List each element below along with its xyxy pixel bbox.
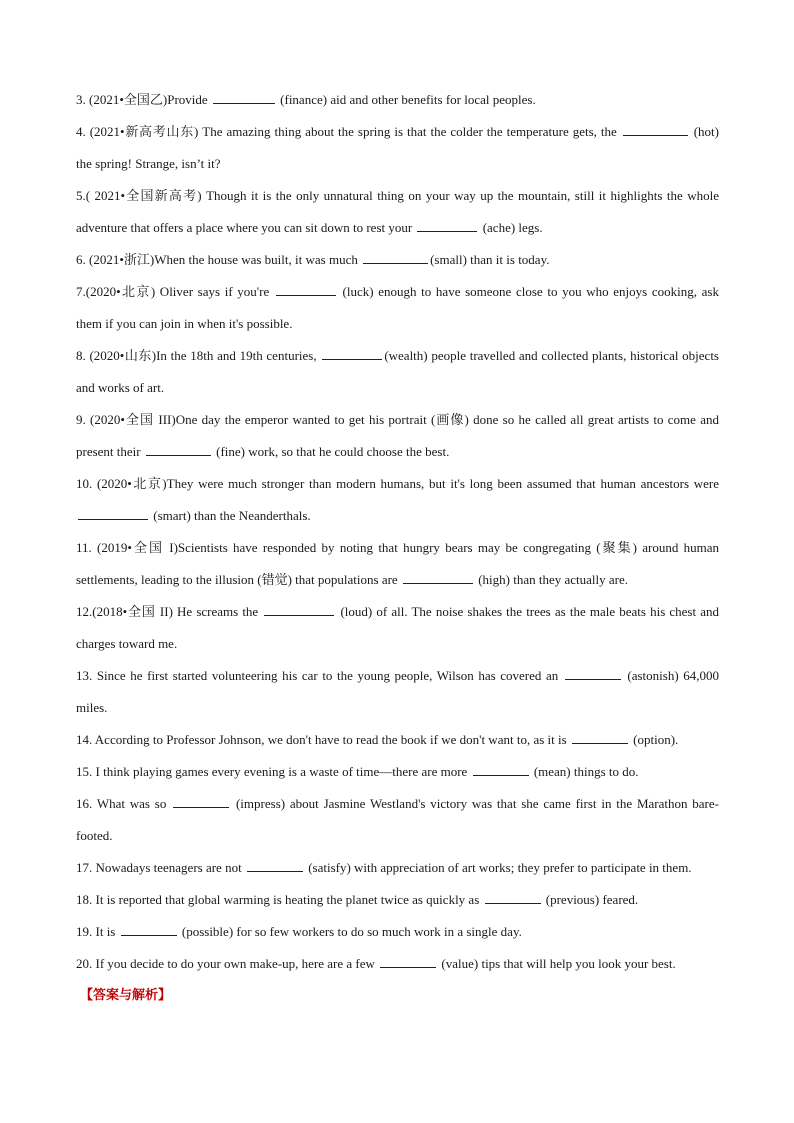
answer-blank[interactable] <box>572 731 628 744</box>
question-text: (previous) feared. <box>542 892 639 907</box>
exercise-page <box>76 84 719 1012</box>
answer-blank[interactable] <box>78 507 148 520</box>
question-text: 19. It is <box>76 924 119 939</box>
question-text: 15. I think playing games every evening is a waste of time—there are more <box>76 764 471 779</box>
answer-blank[interactable] <box>247 859 303 872</box>
answer-blank[interactable] <box>403 571 473 584</box>
question-3 <box>76 84 719 116</box>
answer-blank[interactable] <box>213 91 275 104</box>
answer-blank[interactable] <box>473 763 529 776</box>
answer-blank[interactable] <box>623 123 688 136</box>
answer-blank[interactable] <box>485 891 541 904</box>
question-text: 4. (2021•新高考山东) The amazing thing about the spring is that the colder the temperature gets, the <box>76 124 621 139</box>
answer-blank[interactable] <box>322 347 382 360</box>
question-text: 5.( 2021•全国新高考) Though it is the only unnatural thing on your way up the mountain, still it highlights the whole adventure that offers a place where you can sit down to rest your <box>76 188 719 235</box>
question-text: (loud) of all. The noise shakes the trees as the male beats his chest and charges toward me. <box>76 604 719 651</box>
question-17 <box>76 852 719 884</box>
question-text: 12.(2018•全国 II) He screams the <box>76 604 263 619</box>
answer-blank[interactable] <box>276 283 336 296</box>
question-text: 7.(2020•北京) Oliver says if you're <box>76 284 274 299</box>
question-15 <box>76 756 719 788</box>
question-text: 14. According to Professor Johnson, we don't have to read the book if we don't want to, as it is <box>76 732 570 747</box>
answer-blank[interactable] <box>417 219 477 232</box>
question-text: (smart) than the Neanderthals. <box>150 508 311 523</box>
question-14 <box>76 724 719 756</box>
answer-blank[interactable] <box>264 603 334 616</box>
answer-blank[interactable] <box>146 443 211 456</box>
question-text: (high) than they actually are. <box>474 572 628 587</box>
question-text: 3. (2021•全国乙)Provide <box>76 92 211 107</box>
question-5 <box>76 180 719 244</box>
question-text: 11. (2019•全国 I)Scientists have responded by noting that hungry bears may be congregating (聚集) around human settlements, leading to the illusion (错觉) that populations are <box>76 540 719 587</box>
answer-heading: 【答案与解析】 <box>80 988 172 1003</box>
question-text: (hot) the spring! Strange, isn’t it? <box>76 124 719 171</box>
question-text: (ache) legs. <box>479 220 543 235</box>
question-text: (value) tips that will help you look your best. <box>438 956 676 971</box>
question-4 <box>76 116 719 180</box>
question-text: (small) than it is today. <box>430 252 550 267</box>
question-text: 8. (2020•山东)In the 18th and 19th centuries, <box>76 348 321 363</box>
question-text: (finance) aid and other benefits for local peoples. <box>276 92 536 107</box>
question-text: (satisfy) with appreciation of art works; they prefer to participate in them. <box>304 860 692 875</box>
question-7 <box>76 276 719 340</box>
question-text: 18. It is reported that global warming is heating the planet twice as quickly as <box>76 892 483 907</box>
question-text: (luck) enough to have someone close to you who enjoys cooking, ask them if you can join in when it's possible. <box>76 284 719 331</box>
question-text: (impress) about Jasmine Westland's victory was that she came first in the Marathon bare-footed. <box>76 796 719 843</box>
answer-blank[interactable] <box>173 795 229 808</box>
question-6 <box>76 244 719 276</box>
question-10 <box>76 468 719 532</box>
answer-blank[interactable] <box>565 667 621 680</box>
question-text: (fine) work, so that he could choose the best. <box>212 444 450 459</box>
question-text: (mean) things to do. <box>530 764 639 779</box>
question-text: 10. (2020•北京)They were much stronger than modern humans, but it's long been assumed that human ancestors were <box>76 476 719 491</box>
answer-blank[interactable] <box>363 251 428 264</box>
question-text: (possible) for so few workers to do so much work in a single day. <box>178 924 522 939</box>
question-18 <box>76 884 719 916</box>
question-text: 16. What was so <box>76 796 172 811</box>
question-16 <box>76 788 719 852</box>
question-text: 6. (2021•浙江)When the house was built, it was much <box>76 252 362 267</box>
question-text: 20. If you decide to do your own make-up, here are a few <box>76 956 379 971</box>
question-text: 13. Since he first started volunteering his car to the young people, Wilson has covered an <box>76 668 563 683</box>
question-20 <box>76 948 719 980</box>
question-text: (astonish) 64,000 miles. <box>76 668 719 715</box>
question-8 <box>76 340 719 404</box>
question-12 <box>76 596 719 660</box>
question-text: (option). <box>629 732 679 747</box>
question-text: 9. (2020•全国 III)One day the emperor wanted to get his portrait (画像) done so he called all great artists to come and present their <box>76 412 719 459</box>
question-19 <box>76 916 719 948</box>
answer-blank[interactable] <box>380 955 436 968</box>
question-9 <box>76 404 719 468</box>
answer-blank[interactable] <box>121 923 177 936</box>
question-13 <box>76 660 719 724</box>
question-text: (wealth) people travelled and collected plants, historical objects and works of art. <box>76 348 719 395</box>
question-text: 17. Nowadays teenagers are not <box>76 860 245 875</box>
question-11 <box>76 532 719 596</box>
